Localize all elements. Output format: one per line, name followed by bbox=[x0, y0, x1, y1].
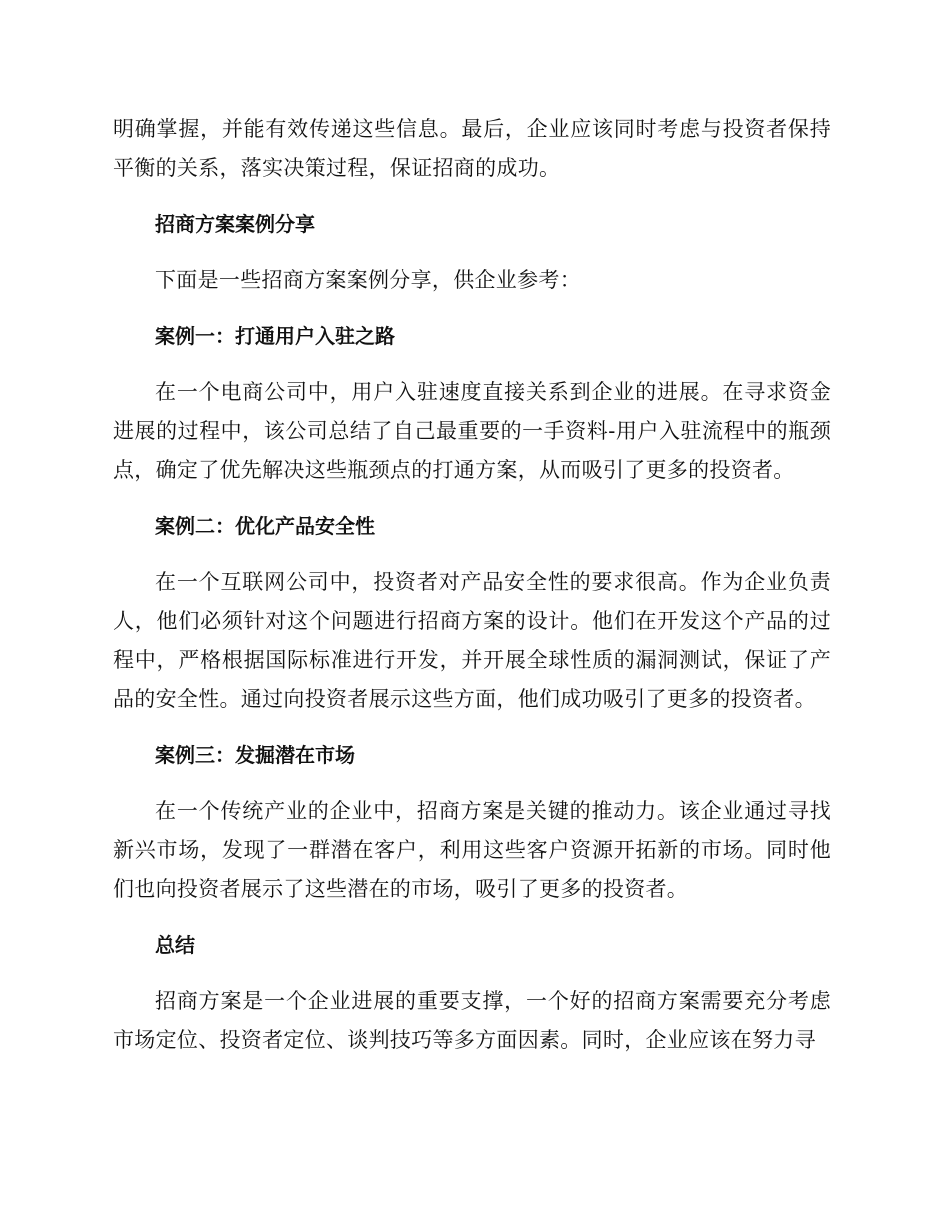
paragraph-continued: 明确掌握，并能有效传递这些信息。最后，企业应该同时考虑与投资者保持平衡的关系，落实决策过程，保证招商的成功。 bbox=[113, 117, 831, 180]
heading-case-two: 案例二：优化产品安全性 bbox=[155, 514, 375, 538]
paragraph-case-three: 在一个传统产业的企业中，招商方案是关键的推动力。该企业通过寻找新兴市场，发现了一群潜在客户，利用这些客户资源开拓新的市场。同时他们也向投资者展示了这些潜在的市场，吸引了更多的投资者。 bbox=[113, 799, 831, 901]
heading-case-three: 案例三：发掘潜在市场 bbox=[155, 743, 355, 767]
heading-case-one: 案例一：打通用户入驻之路 bbox=[155, 324, 395, 348]
paragraph-case-one: 在一个电商公司中，用户入驻速度直接关系到企业的进展。在寻求资金进展的过程中，该公司总结了自己最重要的一手资料-用户入驻流程中的瓶颈点，确定了优先解决这些瓶颈点的打通方案，从而吸引了更多的投资者。 bbox=[113, 380, 831, 482]
document-page bbox=[113, 110, 831, 1060]
paragraph-summary: 招商方案是一个企业进展的重要支撑，一个好的招商方案需要充分考虑市场定位、投资者定位、谈判技巧等多方面因素。同时，企业应该在努力寻 bbox=[113, 989, 831, 1052]
section-heading-case-sharing: 招商方案案例分享 bbox=[155, 212, 315, 236]
heading-summary: 总结 bbox=[155, 933, 195, 957]
paragraph-case-two: 在一个互联网公司中，投资者对产品安全性的要求很高。作为企业负责人，他们必须针对这个问题进行招商方案的设计。他们在开发这个产品的过程中，严格根据国际标准进行开发，并开展全球性质的漏洞测试，保证了产品的安全性。通过向投资者展示这些方面，他们成功吸引了更多的投资者。 bbox=[113, 570, 831, 711]
paragraph-intro: 下面是一些招商方案案例分享，供企业参考： bbox=[155, 268, 581, 292]
